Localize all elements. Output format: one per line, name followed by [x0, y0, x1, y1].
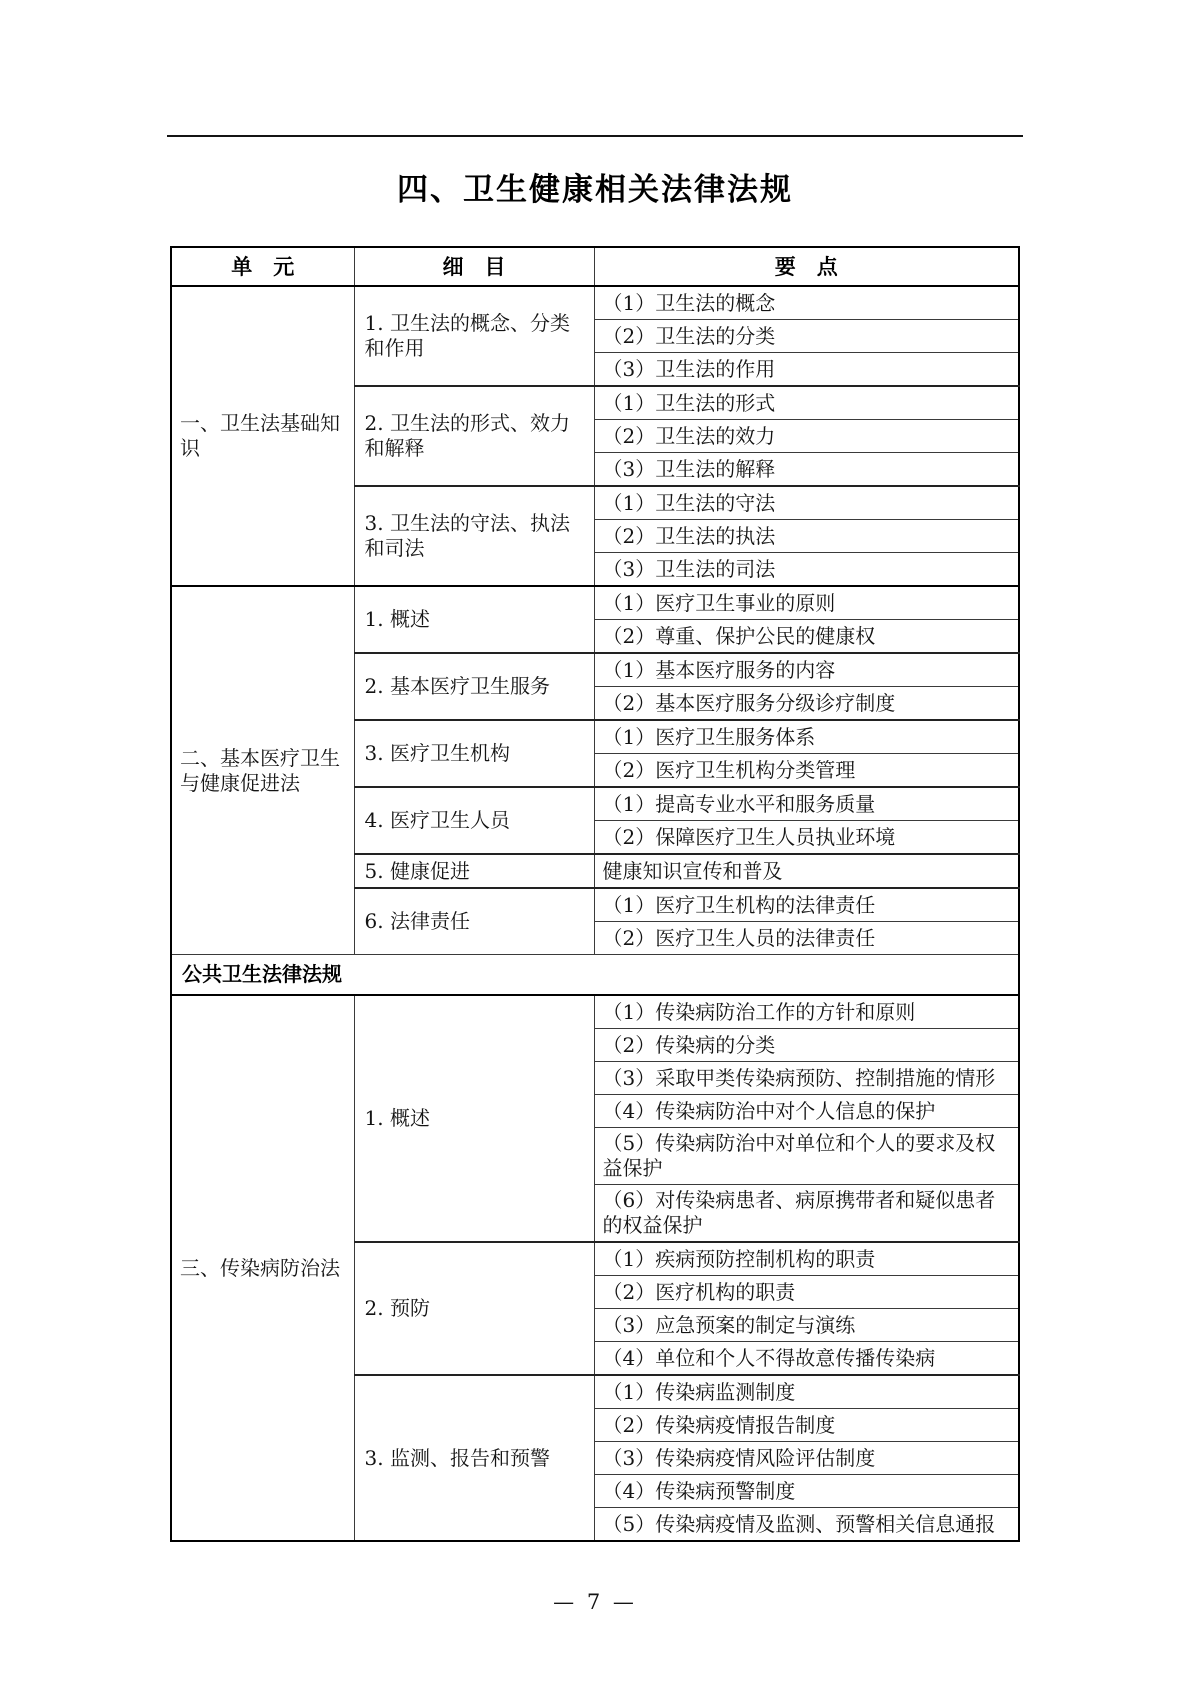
table-header-row: [171, 247, 1019, 286]
point-cell: （1）疾病预防控制机构的职责: [594, 1242, 1019, 1276]
point-cell: （3）卫生法的解释: [594, 453, 1019, 487]
point-cell: （1）医疗卫生事业的原则: [594, 586, 1019, 620]
point-cell: （1）卫生法的守法: [594, 486, 1019, 520]
detail-cell: 3. 医疗卫生机构: [354, 720, 594, 787]
point-cell: （3）卫生法的司法: [594, 553, 1019, 587]
point-cell: （1）传染病防治工作的方针和原则: [594, 995, 1019, 1029]
column-header-detail: 细 目: [354, 247, 594, 286]
point-cell: （1）提高专业水平和服务质量: [594, 787, 1019, 821]
detail-cell: 2. 卫生法的形式、效力和解释: [354, 386, 594, 486]
unit-cell: 二、基本医疗卫生与健康促进法: [171, 586, 354, 955]
point-cell: （3）卫生法的作用: [594, 353, 1019, 387]
point-cell: （2）医疗卫生机构分类管理: [594, 754, 1019, 788]
point-cell: （5）传染病防治中对单位和个人的要求及权益保护: [594, 1128, 1019, 1185]
point-cell: （2）医疗卫生人员的法律责任: [594, 922, 1019, 955]
point-cell: （6）对传染病患者、病原携带者和疑似患者的权益保护: [594, 1185, 1019, 1243]
column-header-point: 要 点: [594, 247, 1019, 286]
point-cell: （1）医疗卫生机构的法律责任: [594, 888, 1019, 922]
detail-cell: 5. 健康促进: [354, 854, 594, 888]
point-cell: （1）卫生法的概念: [594, 286, 1019, 320]
detail-cell: 3. 卫生法的守法、执法和司法: [354, 486, 594, 586]
point-cell: （1）基本医疗服务的内容: [594, 653, 1019, 687]
point-cell: （2）传染病疫情报告制度: [594, 1409, 1019, 1442]
point-cell: （2）基本医疗服务分级诊疗制度: [594, 687, 1019, 721]
point-cell: （3）应急预案的制定与演练: [594, 1309, 1019, 1342]
detail-cell: 1. 卫生法的概念、分类和作用: [354, 286, 594, 386]
point-cell: （3）传染病疫情风险评估制度: [594, 1442, 1019, 1475]
point-cell: （4）传染病防治中对个人信息的保护: [594, 1095, 1019, 1128]
point-cell: （1）传染病监测制度: [594, 1375, 1019, 1409]
unit-cell: 三、传染病防治法: [171, 995, 354, 1541]
detail-cell: 1. 概述: [354, 586, 594, 653]
page-title: 四、卫生健康相关法律法规: [397, 172, 793, 208]
detail-cell: 6. 法律责任: [354, 888, 594, 955]
point-cell: （5）传染病疫情及监测、预警相关信息通报: [594, 1508, 1019, 1542]
column-header-unit: 单 元: [171, 247, 354, 286]
point-cell: 健康知识宣传和普及: [594, 854, 1019, 888]
unit-cell: 一、卫生法基础知识: [171, 286, 354, 586]
page-number: — 7 —: [553, 1590, 637, 1614]
point-cell: （1）卫生法的形式: [594, 386, 1019, 420]
point-cell: （4）单位和个人不得故意传播传染病: [594, 1342, 1019, 1376]
table-row: [171, 286, 1019, 320]
section-banner-row: [171, 955, 1019, 996]
point-cell: （4）传染病预警制度: [594, 1475, 1019, 1508]
point-cell: （3）采取甲类传染病预防、控制措施的情形: [594, 1062, 1019, 1095]
table-row: [171, 995, 1019, 1029]
table-row: [171, 586, 1019, 620]
point-cell: （2）医疗机构的职责: [594, 1276, 1019, 1309]
point-cell: （2）卫生法的效力: [594, 420, 1019, 453]
point-cell: （2）传染病的分类: [594, 1029, 1019, 1062]
point-cell: （2）卫生法的分类: [594, 320, 1019, 353]
point-cell: （2）尊重、保护公民的健康权: [594, 620, 1019, 654]
detail-cell: 1. 概述: [354, 995, 594, 1242]
header-rule: [167, 135, 1023, 137]
detail-cell: 2. 预防: [354, 1242, 594, 1375]
detail-cell: 2. 基本医疗卫生服务: [354, 653, 594, 720]
outline-table: [170, 246, 1020, 1542]
detail-cell: 4. 医疗卫生人员: [354, 787, 594, 854]
section-banner-cell: 公共卫生法律法规: [171, 955, 1019, 996]
point-cell: （2）保障医疗卫生人员执业环境: [594, 821, 1019, 855]
point-cell: （2）卫生法的执法: [594, 520, 1019, 553]
point-cell: （1）医疗卫生服务体系: [594, 720, 1019, 754]
detail-cell: 3. 监测、报告和预警: [354, 1375, 594, 1541]
